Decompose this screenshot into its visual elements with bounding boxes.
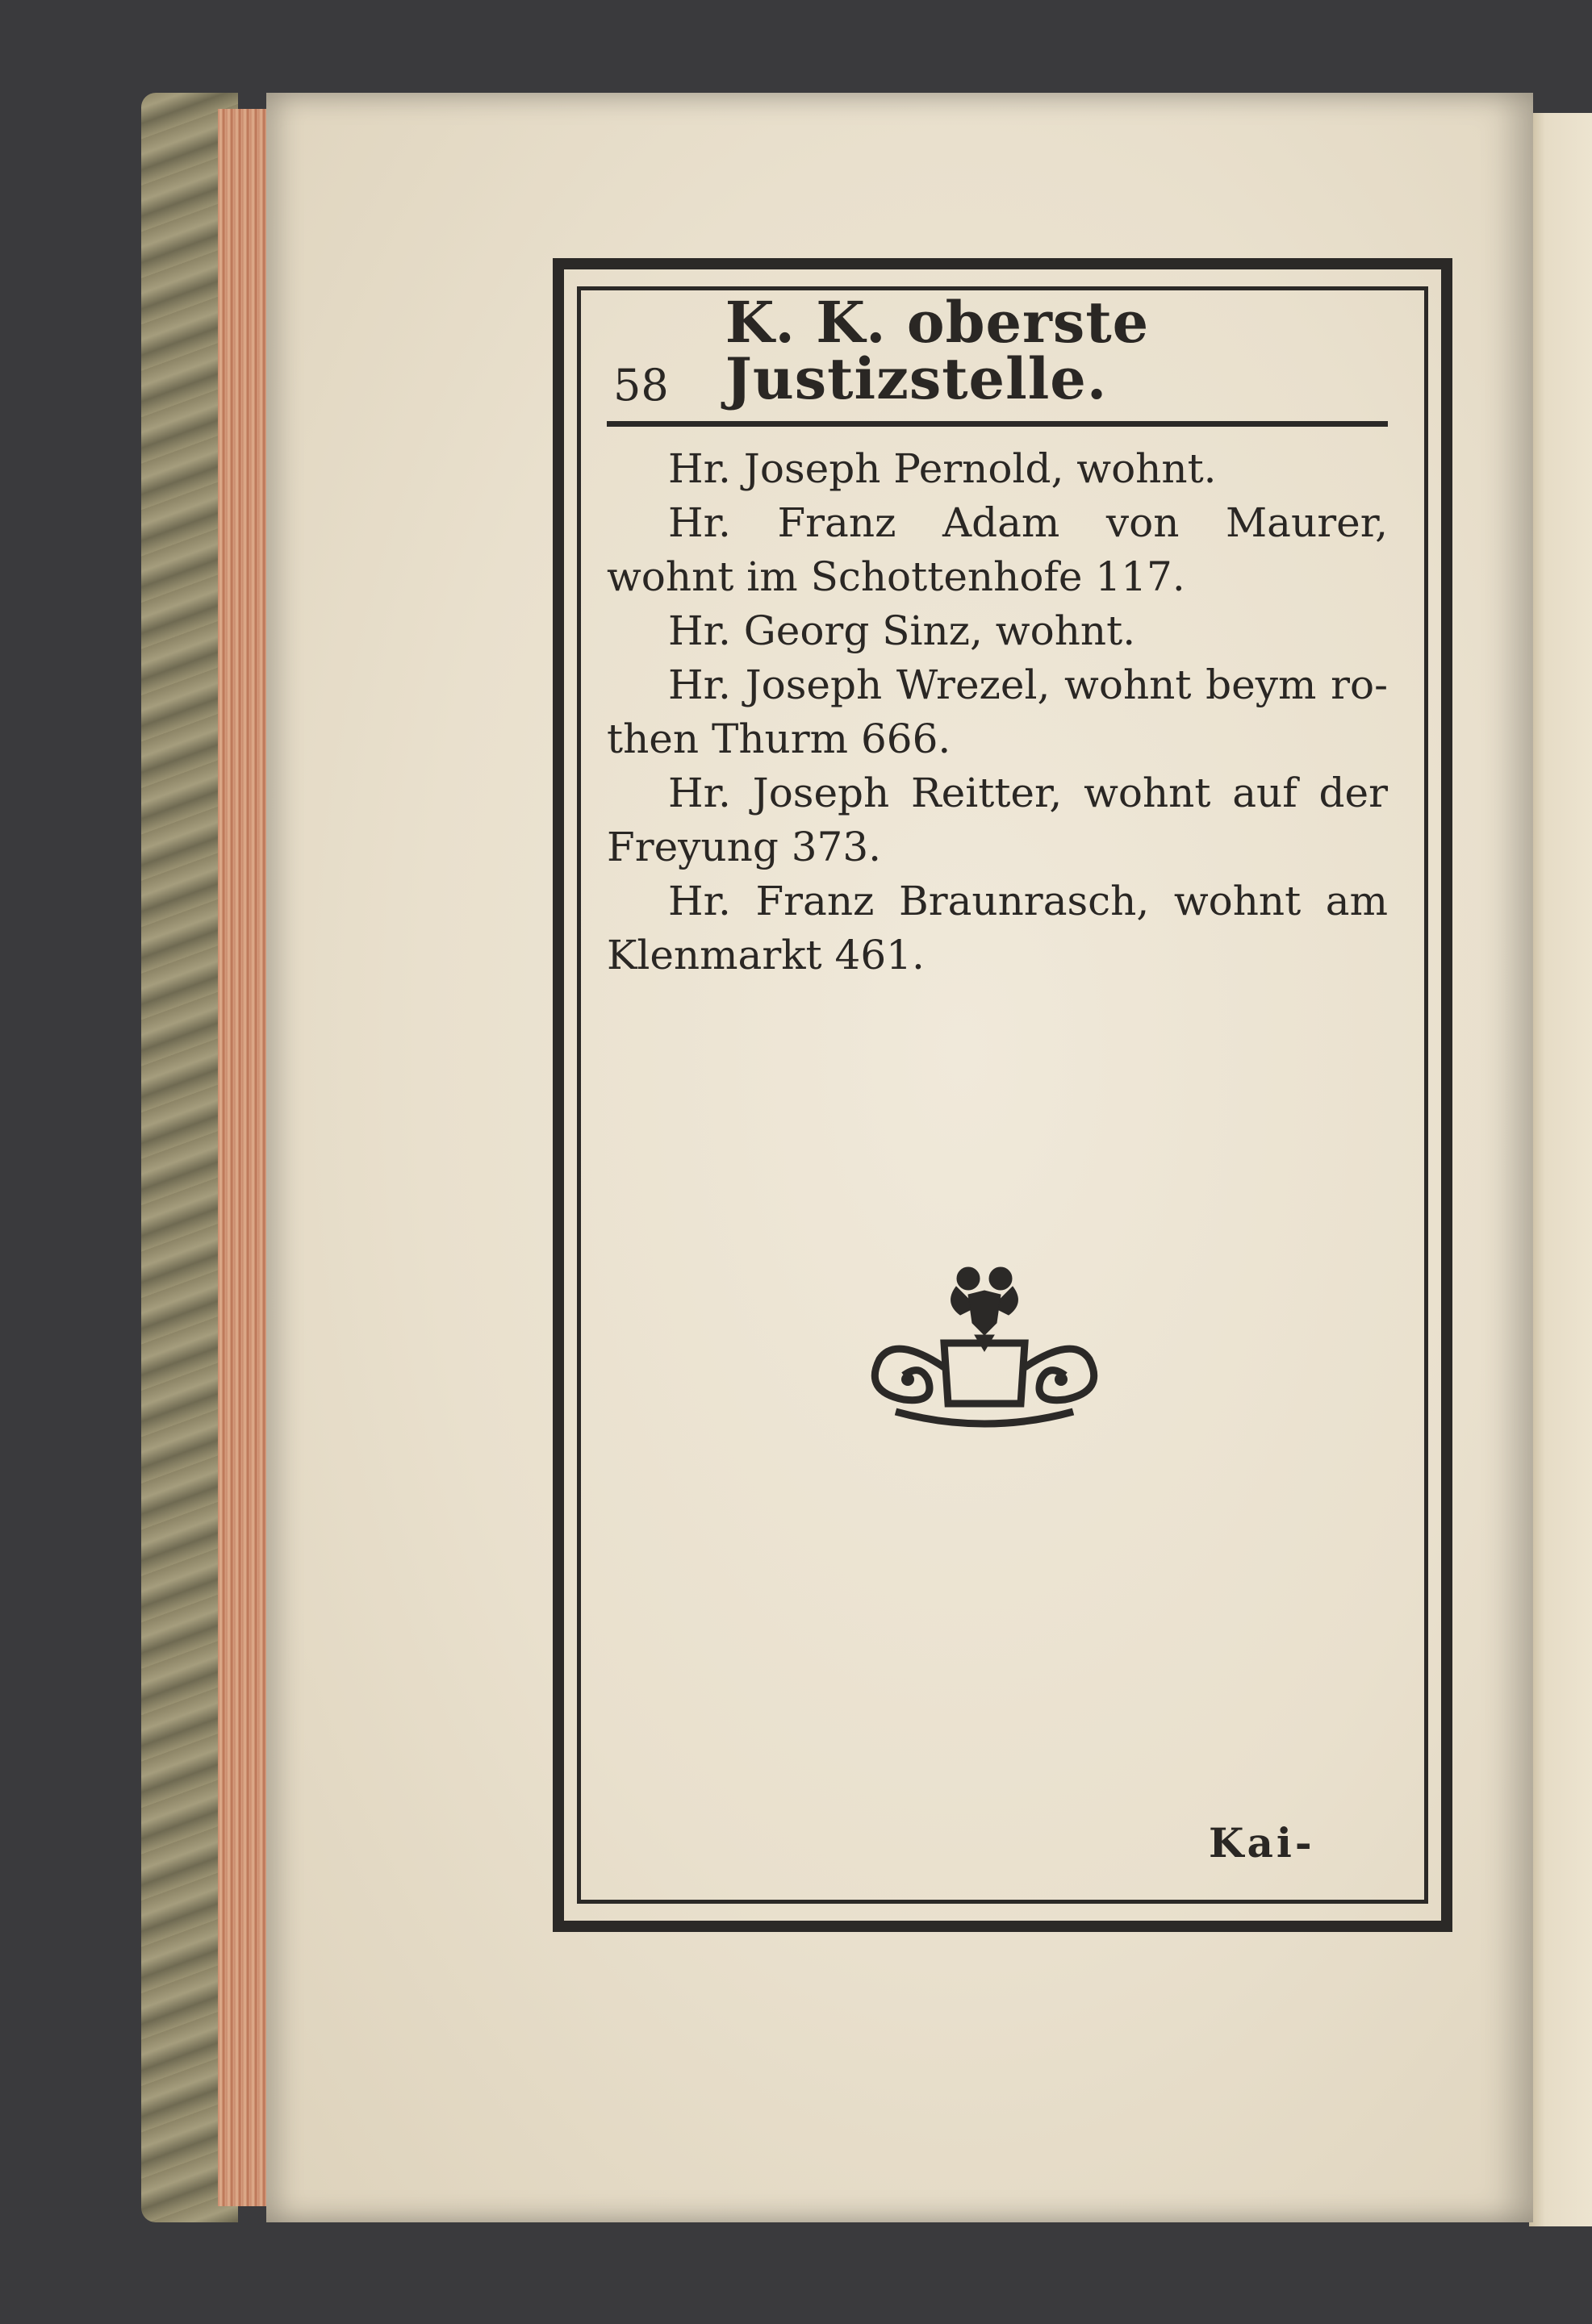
entry: Hr. Joseph Pernold, wohnt. — [668, 445, 1217, 492]
running-head: K. K. oberste Justizstelle. — [725, 289, 1150, 412]
catchword: Kai- — [1209, 1819, 1315, 1867]
entry: Hr. Georg Sinz, wohnt. — [668, 607, 1136, 654]
header-rule — [607, 421, 1388, 427]
facing-page-edge — [1529, 113, 1592, 2226]
double-headed-eagle-cartouche-icon — [847, 1246, 1122, 1440]
entry: Hr. Franz Braunrasch, wohnt am Klenmarkt 461. — [607, 878, 1388, 978]
page-number: 58 — [613, 360, 669, 411]
entry: Hr. Franz Adam von Maurer, wohnt im Schottenhofe 117. — [607, 499, 1388, 600]
entry: Hr. Joseph Reitter, wohnt auf der Freyung 373. — [607, 770, 1388, 870]
entry: Hr. Joseph Wrezel, wohnt beym rothen Thurm 666. — [607, 661, 1388, 762]
page-header — [613, 289, 1388, 412]
entry-list — [607, 442, 1388, 983]
